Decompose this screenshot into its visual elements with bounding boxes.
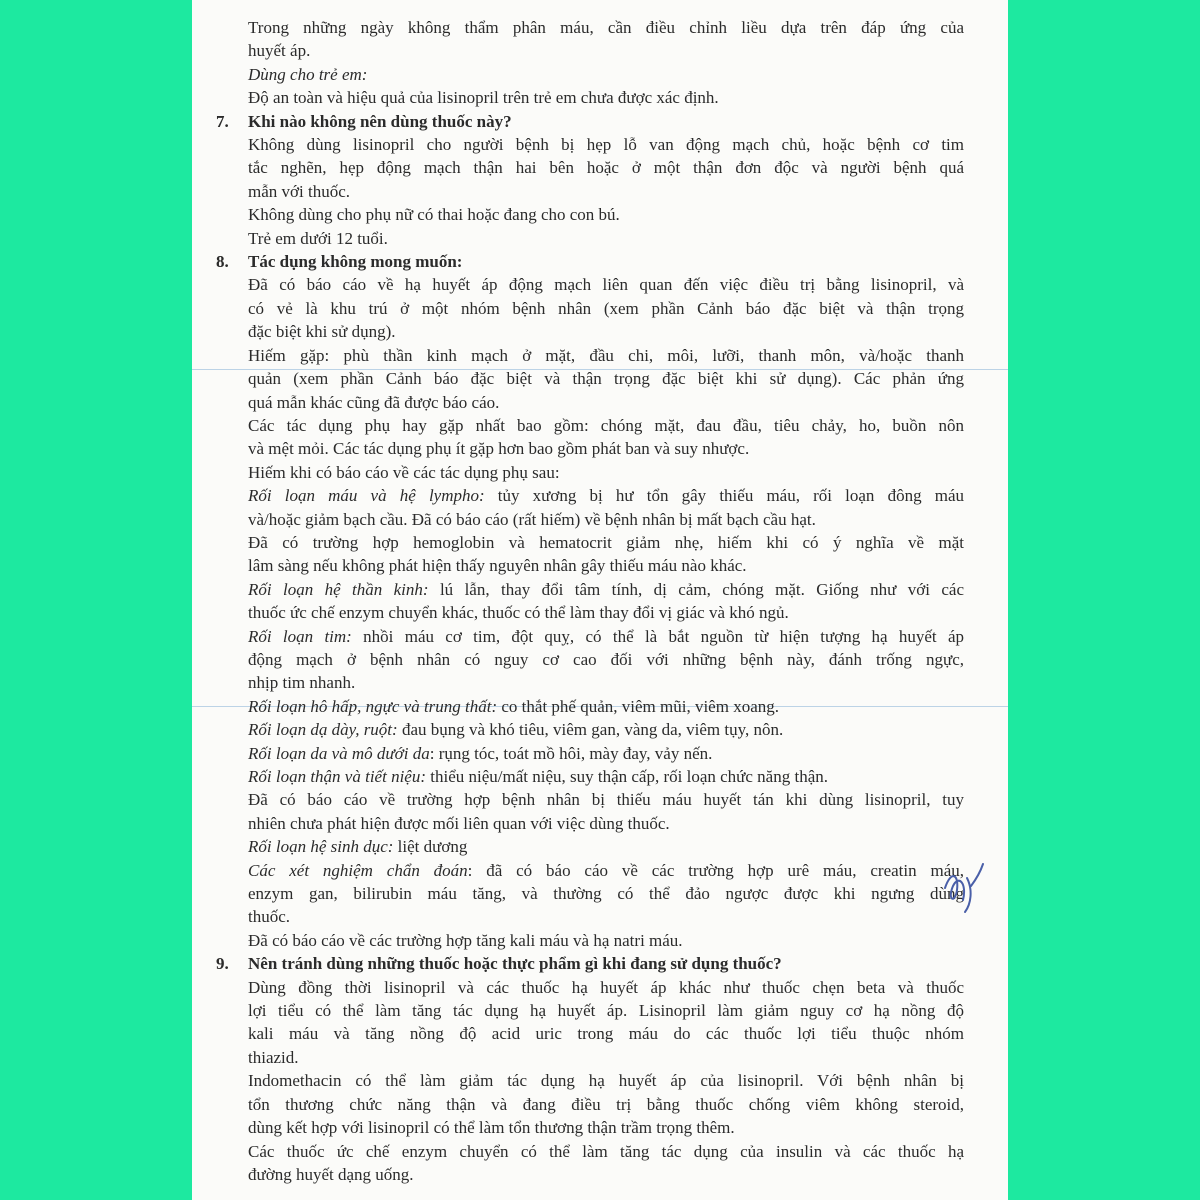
text-line: thuốc. — [248, 907, 291, 927]
text-line: Đã có báo cáo về các trường hợp tăng kali máu và hạ natri máu. — [248, 930, 683, 950]
text-line: đặc biệt khi sử dụng). — [248, 322, 396, 342]
text-line: kali máu và tăng nồng độ acid uric trong máu do các thuốc lợi tiểu thuộc nhóm — [248, 1024, 964, 1044]
text-line: Dùng đồng thời lisinopril và các thuốc hạ huyết áp khác như thuốc chẹn beta và thuốc — [248, 977, 964, 997]
text-line: Đã có trường hợp hemoglobin và hematocrit giảm nhẹ, hiếm khi có ý nghĩa về mặt — [248, 532, 964, 552]
text-line: Đã có báo cáo về hạ huyết áp động mạch liên quan đến việc điều trị bằng lisinopril, và — [248, 275, 964, 295]
text-line: Rối loạn da và mô dưới da: rụng tóc, toát mồ hôi, mày đay, vảy nến. — [248, 743, 713, 763]
section-heading-8: 8. Tác dụng không mong muốn: — [216, 252, 463, 272]
children-heading: Dùng cho trẻ em: — [248, 64, 368, 84]
text-line: lâm sàng nếu không phát hiện thấy nguyên nhân gây thiếu máu nào khác. — [248, 556, 747, 576]
text-line: Rối loạn hệ sinh dục: liệt dương — [248, 837, 468, 857]
text-line: quá mẫn khác cũng đã được báo cáo. — [248, 392, 500, 412]
text-line: Đã có báo cáo về trường hợp bệnh nhân bị thiếu máu huyết tán khi dùng lisinopril, tuy — [248, 790, 964, 810]
signature-mark-icon — [937, 860, 987, 920]
text-line: Trẻ em dưới 12 tuổi. — [248, 228, 388, 248]
text-line: động mạch ở bệnh nhân có nguy cơ cao đối với những bệnh này, đánh trống ngực, — [248, 649, 964, 669]
text-line: Rối loạn thận và tiết niệu: thiểu niệu/mất niệu, suy thận cấp, rối loạn chức năng thận. — [248, 767, 828, 786]
text-line: thiazid. — [248, 1047, 299, 1067]
document-content — [216, 16, 964, 1186]
text-line: Hiếm khi có báo cáo về các tác dụng phụ sau: — [248, 462, 560, 482]
text-line: huyết áp. — [248, 41, 311, 61]
section-heading-7: 7. Khi nào không nên dùng thuốc này? — [216, 111, 512, 131]
text-line: Hiếm gặp: phù thần kinh mạch ở mặt, đầu chi, môi, lưỡi, thanh môn, và/hoặc thanh — [248, 345, 964, 365]
text-line: Rối loạn hô hấp, ngực và trung thất: co thắt phế quản, viêm mũi, viêm xoang. — [248, 696, 779, 716]
text-line: Rối loạn máu và hệ lympho: tủy xương bị hư tổn gây thiếu máu, rối loạn đông máu — [248, 486, 964, 506]
text-line: enzym gan, bilirubin máu tăng, và thường có thể đảo ngược được khi ngưng dùng — [248, 884, 964, 904]
text-line: có vẻ là khu trú ở một nhóm bệnh nhân (xem phần Cảnh báo đặc biệt và thận trọng — [248, 298, 964, 318]
text-line: thuốc ức chế enzym chuyển khác, thuốc có thể làm thay đổi vị giác và khó ngủ. — [248, 603, 789, 623]
section-heading-9: 9. Nên tránh dùng những thuốc hoặc thực phẩm gì khi đang sử dụng thuốc? — [216, 954, 782, 974]
text-line: và mệt mỏi. Các tác dụng phụ ít gặp hơn bao gồm phát ban và suy nhược. — [248, 439, 750, 459]
text-line: Rối loạn tim: nhồi máu cơ tim, đột quỵ, có thể là bắt nguồn từ hiện tượng hạ huyết áp — [248, 626, 965, 646]
text-line: Không dùng lisinopril cho người bệnh bị hẹp lỗ van động mạch chủ, hoặc bệnh cơ tim — [248, 135, 964, 155]
text-line: và/hoặc giảm bạch cầu. Đã có báo cáo (rất hiếm) về bệnh nhân bị mất bạch cầu hạt. — [248, 509, 816, 529]
text-line: Không dùng cho phụ nữ có thai hoặc đang cho con bú. — [248, 205, 620, 225]
document-page — [192, 0, 1008, 1200]
text-line: nhịp tim nhanh. — [248, 673, 356, 693]
text-line: đường huyết dạng uống. — [248, 1164, 414, 1184]
text-line: tổn thương chức năng thận và đang điều trị bằng thuốc chống viêm không steroid, — [248, 1094, 964, 1114]
text-line: Các thuốc ức chế enzym chuyển có thể làm tăng tác dụng của insulin và các thuốc hạ — [248, 1141, 964, 1161]
text-line: mẫn với thuốc. — [248, 181, 350, 201]
text-line: lợi tiểu có thể làm tăng tác dụng hạ huyết áp. Lisinopril làm giảm nguy cơ hạ nồng độ — [248, 1001, 964, 1021]
text-line: Trong những ngày không thẩm phân máu, cần điều chỉnh liều dựa trên đáp ứng của — [248, 18, 964, 37]
text-line: Các tác dụng phụ hay gặp nhất bao gồm: chóng mặt, đau đầu, tiêu chảy, ho, buồn nôn — [248, 415, 964, 435]
text-line: tắc nghẽn, hẹp động mạch thận hai bên hoặc ở một thận đơn độc và người bệnh quá — [248, 158, 964, 178]
text-line: Rối loạn hệ thần kinh: lú lẫn, thay đổi tâm tính, dị cảm, chóng mặt. Giống như với các — [248, 579, 965, 599]
text-line: Indomethacin có thể làm giảm tác dụng hạ huyết áp của lisinopril. Với bệnh nhân bị — [248, 1071, 964, 1091]
text-line: dùng kết hợp với lisinopril có thể làm tổn thương thận trầm trọng thêm. — [248, 1118, 735, 1138]
text-line: Các xét nghiệm chẩn đoán: đã có báo cáo về các trường hợp urê máu, creatin máu, — [248, 860, 964, 880]
text-line: quản (xem phần Cảnh báo đặc biệt và thận trọng đặc biệt khi sử dụng). Các phản ứng — [248, 369, 964, 389]
text-line: nhiên chưa phát hiện được mối liên quan với việc dùng thuốc. — [248, 813, 670, 833]
text-line: Độ an toàn và hiệu quả của lisinopril trên trẻ em chưa được xác định. — [248, 88, 719, 108]
text-line: Rối loạn dạ dày, ruột: đau bụng và khó tiêu, viêm gan, vàng da, viêm tụy, nôn. — [248, 720, 784, 740]
